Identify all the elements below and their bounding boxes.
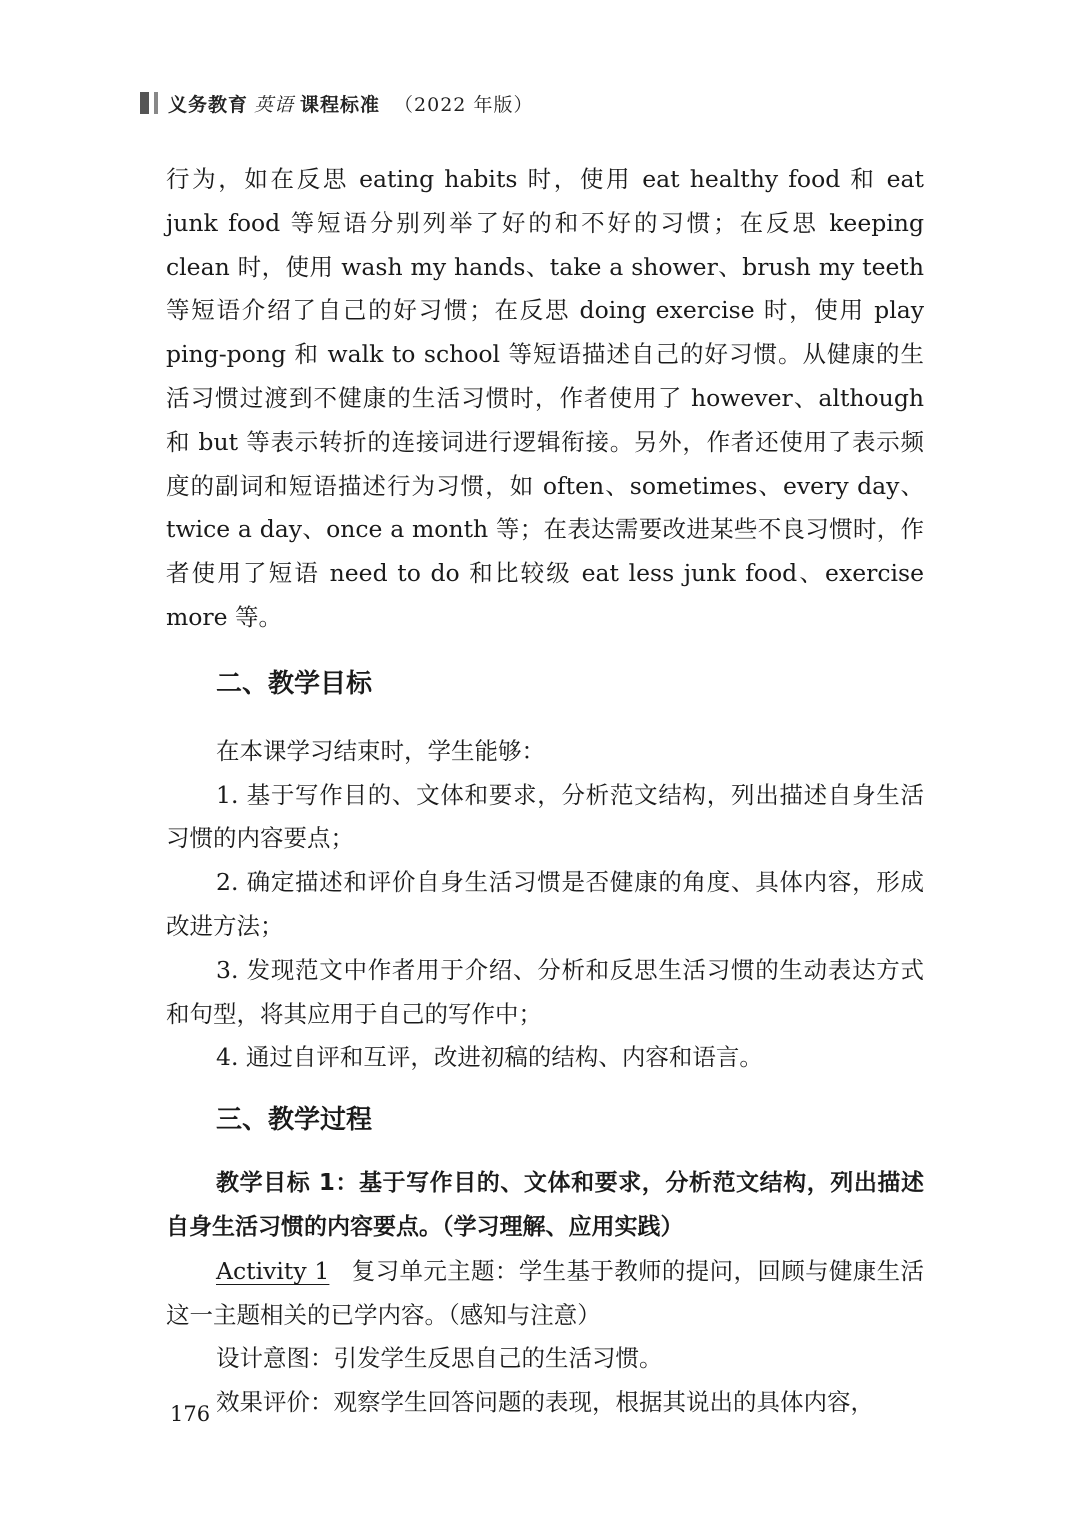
- evaluation: 效果评价：观察学生回答问题的表现，根据其说出的具体内容，: [216, 1388, 874, 1417]
- header-part1: 义务教育: [168, 93, 249, 116]
- header-part2: 英语: [254, 93, 295, 116]
- section-heading-teaching-process: 三、教学过程: [216, 1105, 373, 1136]
- activity-text: 复习单元主题：学生基于教师的提问，回顾与健康生活这一主题相关的已学内容。（感知与注意）: [166, 1256, 924, 1329]
- activity-label: Activity 1: [216, 1256, 330, 1285]
- page-body: [166, 158, 924, 1425]
- process-goal-1: 教学目标 1：基于写作目的、文体和要求，分析范文结构，列出描述自身生活习惯的内容要点。（学习理解、应用实践）: [166, 1170, 924, 1240]
- page-number: 176: [170, 1402, 211, 1426]
- design-intent: 设计意图：引发学生反思自己的生活习惯。: [216, 1344, 663, 1373]
- header-title: [168, 90, 533, 117]
- activity-1-paragraph: [166, 1250, 924, 1338]
- header-bar-icon: [140, 92, 158, 114]
- goal-item-3: 3. 发现范文中作者用于介绍、分析和反思生活习惯的生动表达方式和句型，将其应用于自己的写作中；: [166, 955, 924, 1028]
- running-header: [140, 88, 533, 118]
- goal-item-2: 2. 确定描述和评价自身生活习惯是否健康的角度、具体内容，形成改进方法；: [166, 868, 924, 940]
- intro-paragraph: 行为，如在反思 eating habits 时，使用 eat healthy food 和 eat junk food 等短语分别列举了好的和不好的习惯；在反思 keeping clean 时，使用 wash my hands、take a shower、brush my teeth 等短语介绍了自己的好习惯；在反思 doing exercise 时，使用 play ping-pong 和 walk to school 等短语描述自己的好习惯。从健康的生活习惯过渡到不健康的生活习惯时，作者使用了 however、although 和 but 等表示转折的连接词进行逻辑衔接。另外，作者还使用了表示频度的副词和短语描述行为习惯，如 often、sometimes、every day、twice a day、once a month 等；在表达需要改进某些不良习惯时，作者使用了短语 need to do 和比较级 eat less junk food、exercise more 等。: [166, 165, 924, 631]
- goal-item-4: 4. 通过自评和互评，改进初稿的结构、内容和语言。: [216, 1043, 763, 1072]
- goal-item-1: 1. 基于写作目的、文体和要求，分析范文结构，列出描述自身生活习惯的内容要点；: [166, 780, 924, 853]
- header-part3: 课程标准: [300, 93, 381, 116]
- section-heading-teaching-goals: 二、教学目标: [216, 668, 373, 699]
- goals-lead: 在本课学习结束时，学生能够：: [216, 736, 545, 765]
- header-edition: （2022 年版）: [394, 93, 534, 116]
